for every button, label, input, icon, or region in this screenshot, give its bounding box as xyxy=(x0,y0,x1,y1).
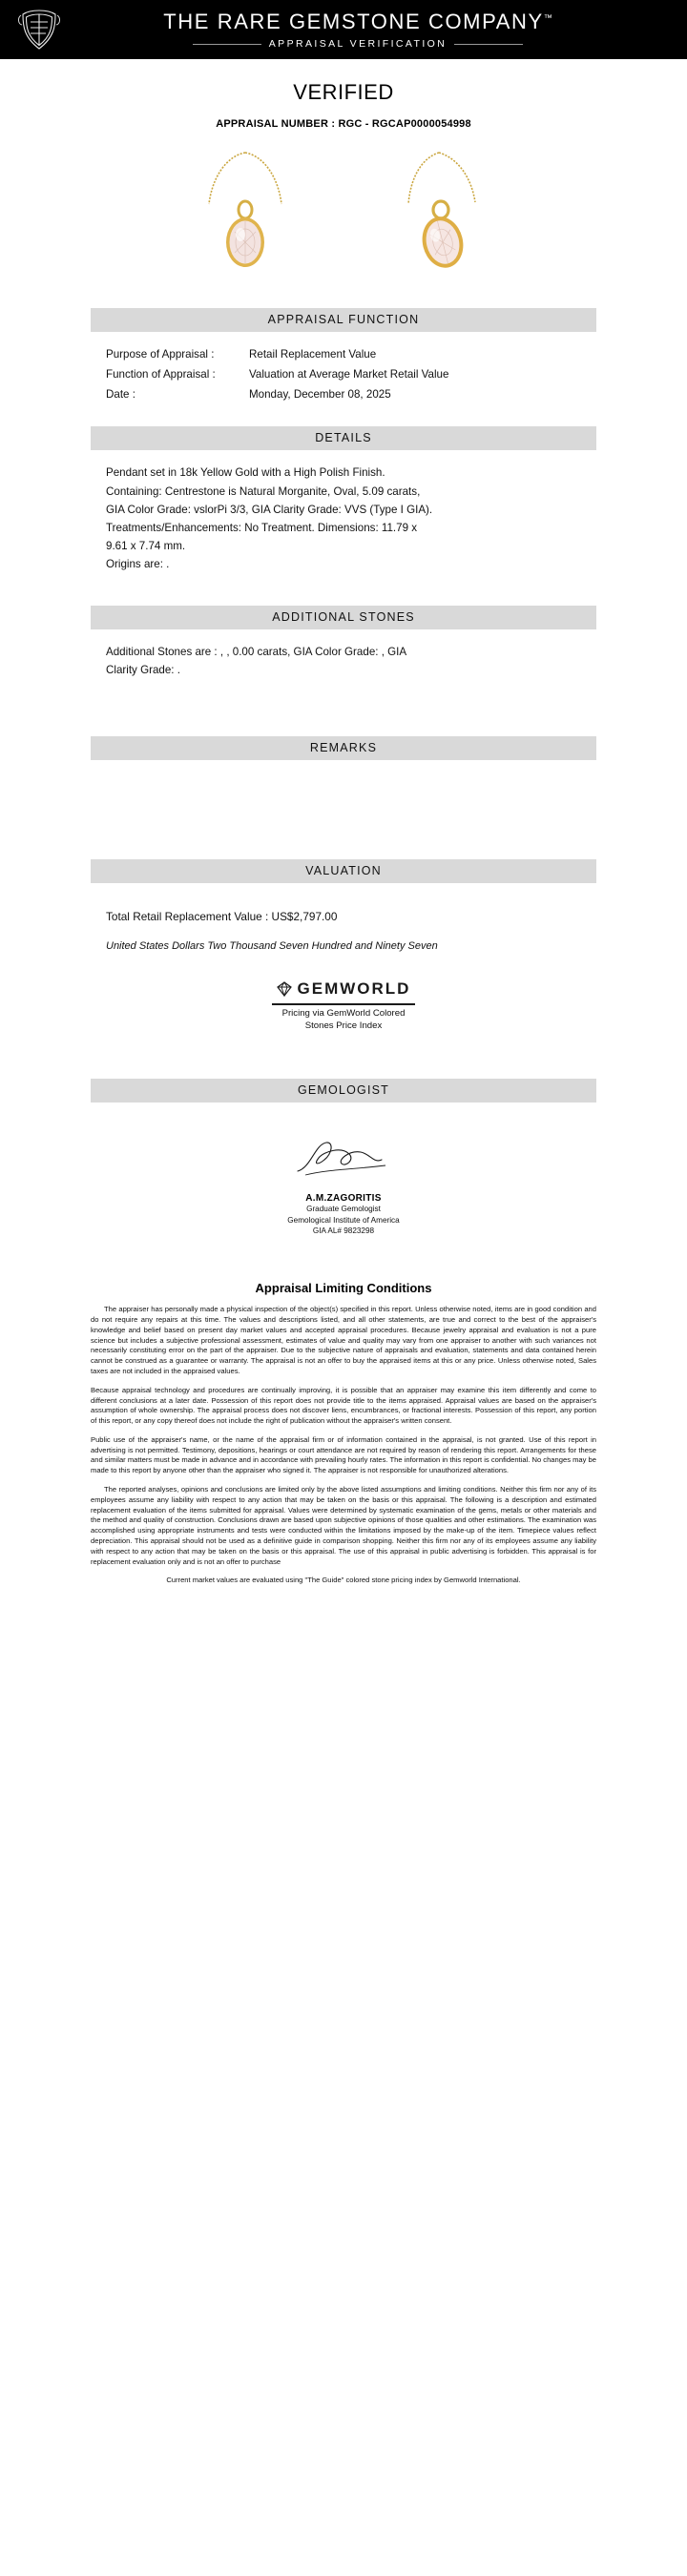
document-header xyxy=(0,0,687,59)
gemworld-block xyxy=(91,979,596,1033)
section-heading-gemologist: GEMOLOGIST xyxy=(91,1079,596,1103)
subbrand-text: APPRAISAL VERIFICATION xyxy=(268,38,448,50)
function-row xyxy=(106,365,581,383)
page-title: VERIFIED xyxy=(293,80,394,104)
total-retail-replacement-value: Total Retail Replacement Value : US$2,797.00 xyxy=(106,910,338,924)
gemologist-credential-3: GIA AL# 9823298 xyxy=(312,1226,375,1236)
appraisal-function-body xyxy=(91,332,596,403)
details-line: Containing: Centrestone is Natural Morganite, Oval, 5.09 carats, xyxy=(106,484,421,498)
date-row xyxy=(106,385,581,403)
gemworld-wordmark: GEMWORLD xyxy=(297,979,411,998)
subbrand-row xyxy=(65,38,651,50)
left-divider xyxy=(193,44,261,45)
section-heading-appraisal-function: APPRAISAL FUNCTION xyxy=(91,308,596,332)
date-value: Monday, December 08, 2025 xyxy=(249,388,391,402)
limiting-conditions-title: Appraisal Limiting Conditions xyxy=(255,1281,432,1296)
gemworld-underline xyxy=(272,1003,415,1005)
additional-stones-line: Clarity Grade: . xyxy=(106,664,180,677)
morganite-pendant-angled-image xyxy=(389,151,494,279)
header-titles xyxy=(65,10,674,50)
brand-name xyxy=(163,10,552,34)
purpose-value: Retail Replacement Value xyxy=(249,348,377,361)
heraldic-crest-icon xyxy=(13,6,65,53)
valuation-in-words: United States Dollars Two Thousand Seven Hundred and Ninety Seven xyxy=(106,939,438,952)
limiting-conditions-footer: Current market values are evaluated using "The Guide" colored stone pricing index by Gemworld International. xyxy=(166,1576,521,1585)
limiting-conditions-paragraph: The reported analyses, opinions and conclusions are limited only by the above listed assumptions and limiting conditions. Neither this firm nor any of its employees assume any liability with respect to any action that may be taken on the basis or this appraisal. The following is a description and estimated replacement evaluation of the items submitted for appraisal. Values were determined by systematic examination of the gems, metals or other materials and the method and quality of construction. Conclusions drawn are based upon subjective opinions of those qualities and other estimations. The examination was accomplished using appropriate instruments and tests were conducted within the limitations imposed by the make-up of the item. Timepiece values reflect depreciation. This appraisal should not be used as a definitive guide in comparison shopping. Neither this firm nor any of its employees assume any liability with respect to any action that may be taken on the basis or this appraisal. The use of this appraisal in public advertising is forbidden. This appraisal is for replacement evaluation only and is not an offer to purchase xyxy=(91,1485,596,1566)
section-heading-remarks: REMARKS xyxy=(91,736,596,760)
section-heading-valuation: VALUATION xyxy=(91,859,596,883)
trademark-mark: ™ xyxy=(543,12,552,23)
limiting-conditions-body xyxy=(91,1295,596,1586)
appraisal-number: APPRAISAL NUMBER : RGC - RGCAP0000054998 xyxy=(216,118,471,130)
gemworld-caption-line2: Stones Price Index xyxy=(304,1020,383,1031)
section-heading-details: DETAILS xyxy=(91,426,596,450)
limiting-conditions-paragraph: Because appraisal technology and procedures are continually improving, it is possible that an appraiser may examine this item differently and come to different conclusions at a later date. Possession of this report does not provide title to the items appraised. Appraisal values are based on the appraiser's assumption of whole ownership. The appraisal process does not discover liens, encumbrances, or fractional interests. Possession of this report, any portion of this report, or any copy thereof does not include the right of publication without the appraiser's written consent. xyxy=(91,1385,596,1426)
gemologist-name: A.M.ZAGORITIS xyxy=(305,1192,382,1204)
function-label: Function of Appraisal : xyxy=(106,368,216,381)
purpose-row xyxy=(106,345,581,363)
valuation-body xyxy=(91,883,596,954)
function-value: Valuation at Average Market Retail Value xyxy=(249,368,449,381)
gemworld-logo xyxy=(277,979,411,999)
gemworld-caption-line1: Pricing via GemWorld Colored xyxy=(281,1007,406,1019)
purpose-label: Purpose of Appraisal : xyxy=(106,348,215,361)
gemologist-signature-block xyxy=(91,1135,596,1238)
limiting-conditions-paragraph: Public use of the appraiser's name, or the name of the appraisal firm or of information contained in the appraisal, is not granted. Use of this report in advertising is not permitted. Testimony, depositions, hearings or court attendance are not required by reason of rendering this report. Arrangements for these and similar matters must be made in advance and in accordance with prevailing hourly rates. The information in this report is confidential. No changes may be made to this report by anyone other than the appraiser who signed it. The appraiser is not responsible for unauthorized alterations. xyxy=(91,1434,597,1475)
details-line: 9.61 x 7.74 mm. xyxy=(106,539,186,552)
additional-stones-line: Additional Stones are : , , 0.00 carats, GIA Color Grade: , GIA xyxy=(106,646,407,659)
section-heading-additional-stones: ADDITIONAL STONES xyxy=(91,606,596,629)
signature-icon xyxy=(286,1135,401,1183)
additional-stones-body xyxy=(91,629,596,679)
gem-images xyxy=(0,151,687,279)
gemologist-credential-2: Gemological Institute of America xyxy=(287,1215,400,1225)
brand-text: THE RARE GEMSTONE COMPANY xyxy=(163,10,544,33)
gemologist-credential-1: Graduate Gemologist xyxy=(306,1204,381,1213)
right-divider xyxy=(454,44,523,45)
morganite-pendant-front-image xyxy=(193,151,298,279)
limiting-conditions-paragraph: The appraiser has personally made a physical inspection of the object(s) specified in this report. Unless otherwise noted, items are in good condition and do not require any repairs at this time. The values and descriptions listed, and all other statements, are true and correct to the best of the appraiser's knowledge and belief based on present day market values and accepted appraisal procedures. Because jewelry appraisal and evaluation is not a pure science but includes a subjective professional assessment, estimates of value and quality may vary from one appraiser to another with such variances not necessarily constituting error on the part of the appraiser. Due to the subjective nature of appraisals and evaluation, statements and data contained herein cannot be construed as a guarantee or warranty. The appraisal is not an offer to buy the appraised items at this or any price. Unless otherwise noted, Sales taxes are not included in the appraised values. xyxy=(91,1305,596,1375)
details-line: GIA Color Grade: vslorPi 3/3, GIA Clarity Grade: VVS (Type I GIA). xyxy=(106,503,433,516)
remarks-body xyxy=(91,760,596,817)
details-line: Pendant set in 18k Yellow Gold with a High Polish Finish. xyxy=(106,466,385,480)
diamond-icon xyxy=(277,981,292,997)
bottom-spacer xyxy=(0,1595,687,1633)
details-body xyxy=(91,450,596,573)
date-label: Date : xyxy=(106,388,135,402)
details-line: Treatments/Enhancements: No Treatment. Dimensions: 11.79 x xyxy=(106,521,418,534)
details-line: Origins are: . xyxy=(106,558,170,570)
